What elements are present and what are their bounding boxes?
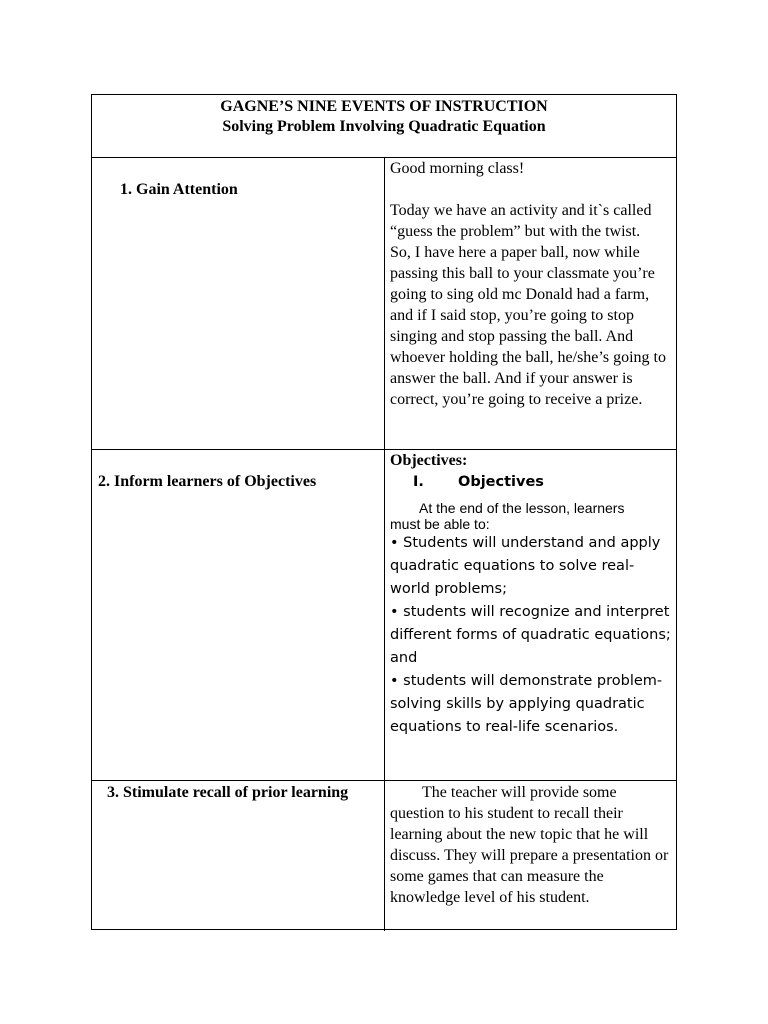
instructions-paragraph: So, I have here a paper ball, now while passing this ball to your classmate you’re going to sing old mc Donald had a farm, and if I said stop, you’re going to stop singing and stop passing the ball. And whoever holding the ball, he/she’s going to answer the ball. And if your answer is correct, you’re going to receive a prize. xyxy=(390,244,666,408)
event-label-gain-attention: 1. Gain Attention xyxy=(120,181,238,198)
events-table xyxy=(91,94,677,930)
objectives-intro-line1: At the end of the lesson, learners xyxy=(419,500,625,516)
document-subtitle: Solving Problem Involving Quadratic Equation xyxy=(222,118,546,135)
column-divider xyxy=(384,158,385,931)
row-divider-2 xyxy=(92,780,676,781)
event-label-inform-objectives: 2. Inform learners of Objectives xyxy=(98,473,317,490)
row-divider-1 xyxy=(92,449,676,450)
document-title: GAGNE’S NINE EVENTS OF INSTRUCTION xyxy=(220,98,548,115)
event-content-gain-attention xyxy=(390,158,672,410)
objective-item-3: • students will demonstrate problem-solving skills by applying quadratic equations to real-life scenarios. xyxy=(390,673,663,735)
event-label-stimulate-recall: 3. Stimulate recall of prior learning xyxy=(107,784,349,801)
activity-paragraph: Today we have an activity and it`s called “guess the problem” but with the twist. xyxy=(390,202,652,240)
list-heading-text: Objectives xyxy=(458,474,544,490)
greeting-text: Good morning class! xyxy=(390,160,525,177)
objective-item-2: • students will recognize and interpret different forms of quadratic equations; and xyxy=(390,604,671,666)
table-title-cell xyxy=(92,95,676,158)
objectives-intro-line2: must be able to: xyxy=(390,516,490,532)
objective-item-1: • Students will understand and apply quadratic equations to solve real-world problems; xyxy=(390,535,661,597)
event-content-inform-objectives xyxy=(390,451,672,739)
objectives-list-heading xyxy=(390,471,672,493)
event-content-stimulate-recall xyxy=(390,782,672,908)
list-marker: I. xyxy=(413,474,424,490)
objectives-heading: Objectives: xyxy=(390,452,468,469)
recall-paragraph: The teacher will provide some question to his student to recall their learning about the new topic that he will discuss. They will prepare a presentation or some games that can measure the knowledge level of his student. xyxy=(390,784,669,906)
